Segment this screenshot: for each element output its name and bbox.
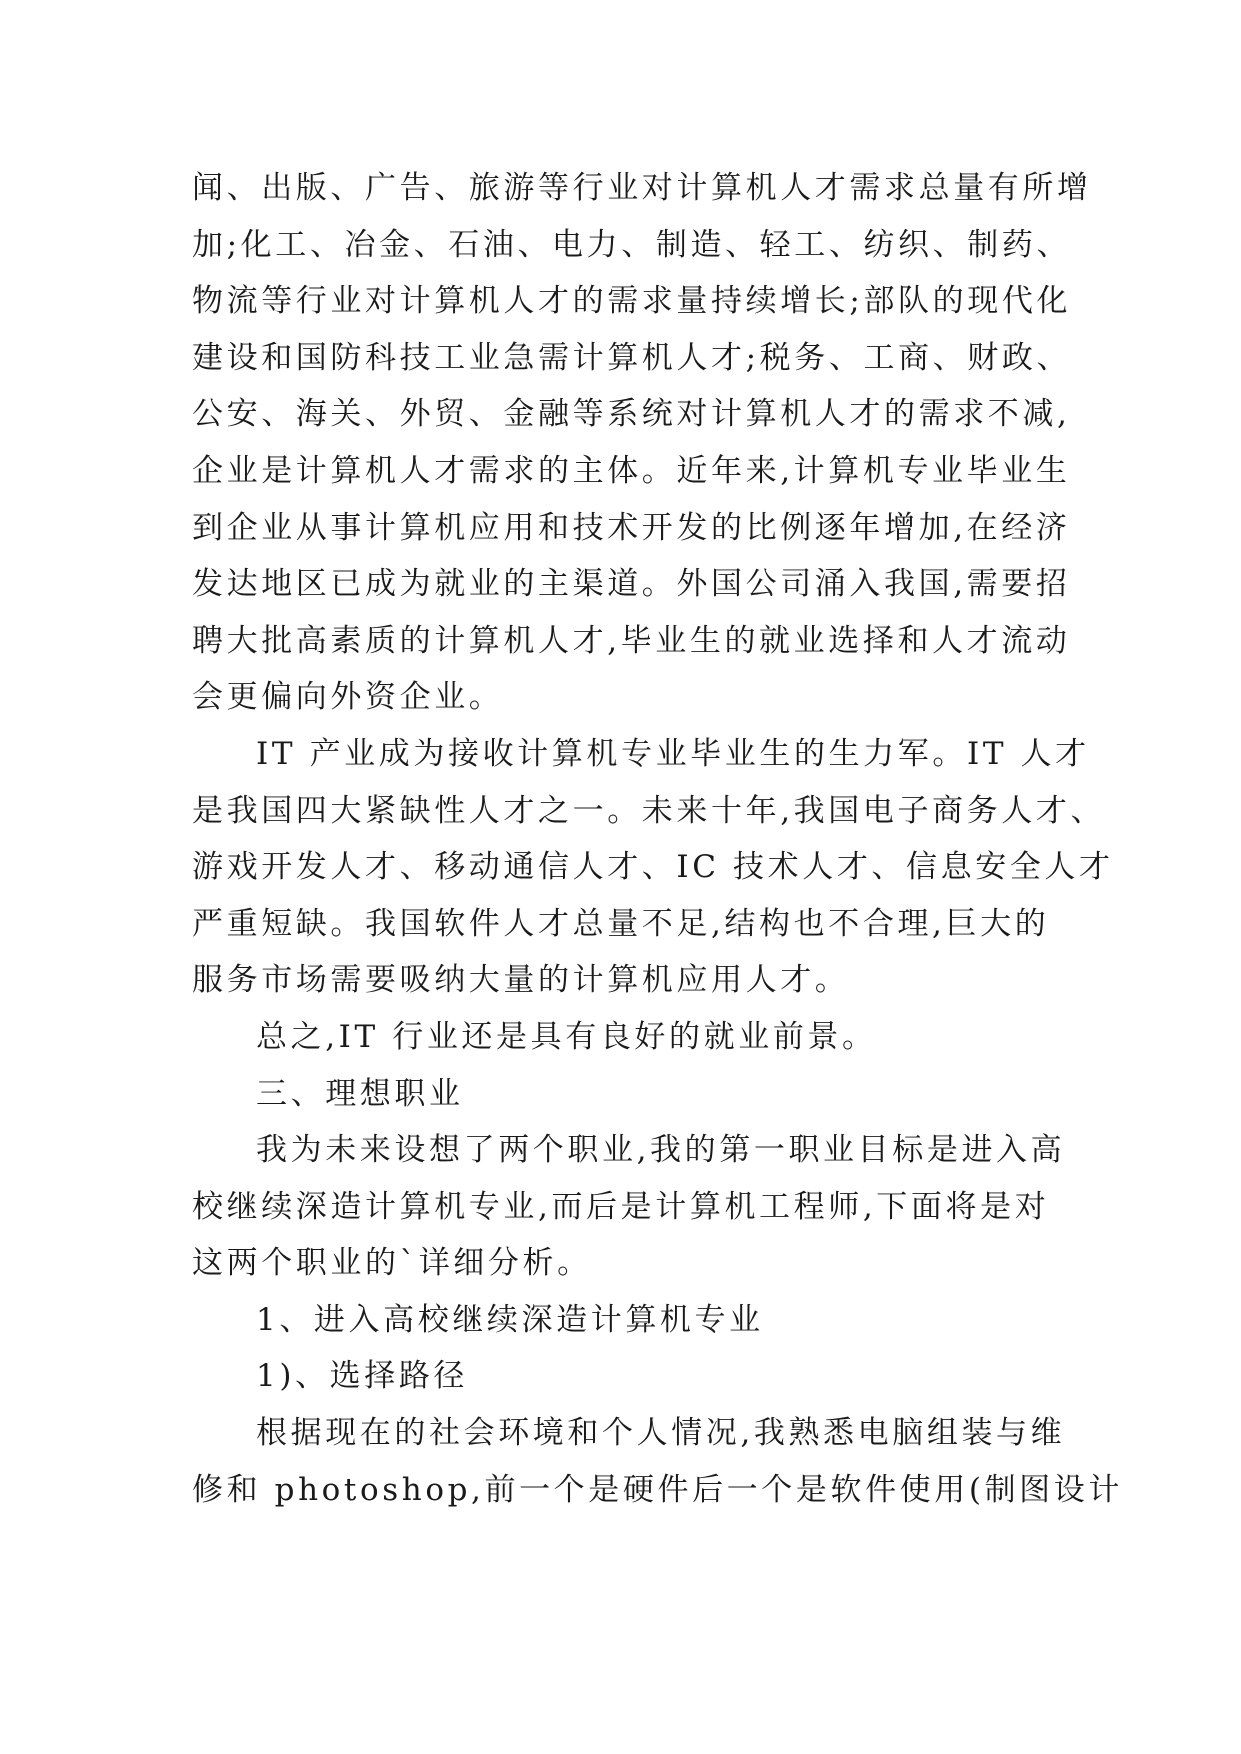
text-line: 服务市场需要吸纳大量的计算机应用人才。	[192, 962, 850, 999]
text-line: 企业是计算机人才需求的主体。近年来,计算机专业毕业生	[192, 452, 1071, 489]
text-line: 总之,IT 行业还是具有良好的就业前景。	[256, 1018, 877, 1055]
text-line: 聘大批高素质的计算机人才,毕业生的就业选择和人才流动	[192, 622, 1071, 659]
text-line: 1)、选择路径	[256, 1358, 469, 1395]
text-line: 公安、海关、外贸、金融等系统对计算机人才的需求不减,	[192, 396, 1071, 433]
text-line: 到企业从事计算机应用和技术开发的比例逐年增加,在经济	[192, 509, 1071, 546]
text-line: 这两个职业的`详细分析。	[192, 1245, 592, 1282]
text-line: IT 产业成为接收计算机专业毕业生的生力军。IT 人才	[256, 735, 1090, 772]
text-line: 游戏开发人才、移动通信人才、IC 技术人才、信息安全人才	[192, 849, 1114, 886]
text-line: 发达地区已成为就业的主渠道。外国公司涌入我国,需要招	[192, 566, 1071, 603]
text-line: 建设和国防科技工业急需计算机人才;税务、工商、财政、	[192, 339, 1072, 376]
text-line: 我为未来设想了两个职业,我的第一职业目标是进入高	[256, 1132, 1066, 1169]
text-line: 三、理想职业	[256, 1075, 464, 1112]
text-line: 会更偏向外资企业。	[192, 679, 504, 716]
text-line: 严重短缺。我国软件人才总量不足,结构也不合理,巨大的	[192, 905, 1050, 942]
text-line: 加;化工、冶金、石油、电力、制造、轻工、纺织、制药、	[192, 226, 1072, 263]
text-line: 1、进入高校继续深造计算机专业	[256, 1301, 764, 1338]
text-line: 修和 photoshop,前一个是硬件后一个是软件使用(制图设计	[192, 1471, 1123, 1508]
text-line: 校继续深造计算机专业,而后是计算机工程师,下面将是对	[192, 1188, 1050, 1225]
text-line: 根据现在的社会环境和个人情况,我熟悉电脑组装与维	[256, 1415, 1066, 1452]
text-line: 是我国四大紧缺性人才之一。未来十年,我国电子商务人才、	[192, 792, 1106, 829]
text-line: 闻、出版、广告、旅游等行业对计算机人才需求总量有所增	[192, 170, 1092, 206]
body-text	[192, 160, 1123, 1518]
text-line: 物流等行业对计算机人才的需求量持续增长;部队的现代化	[192, 283, 1072, 320]
